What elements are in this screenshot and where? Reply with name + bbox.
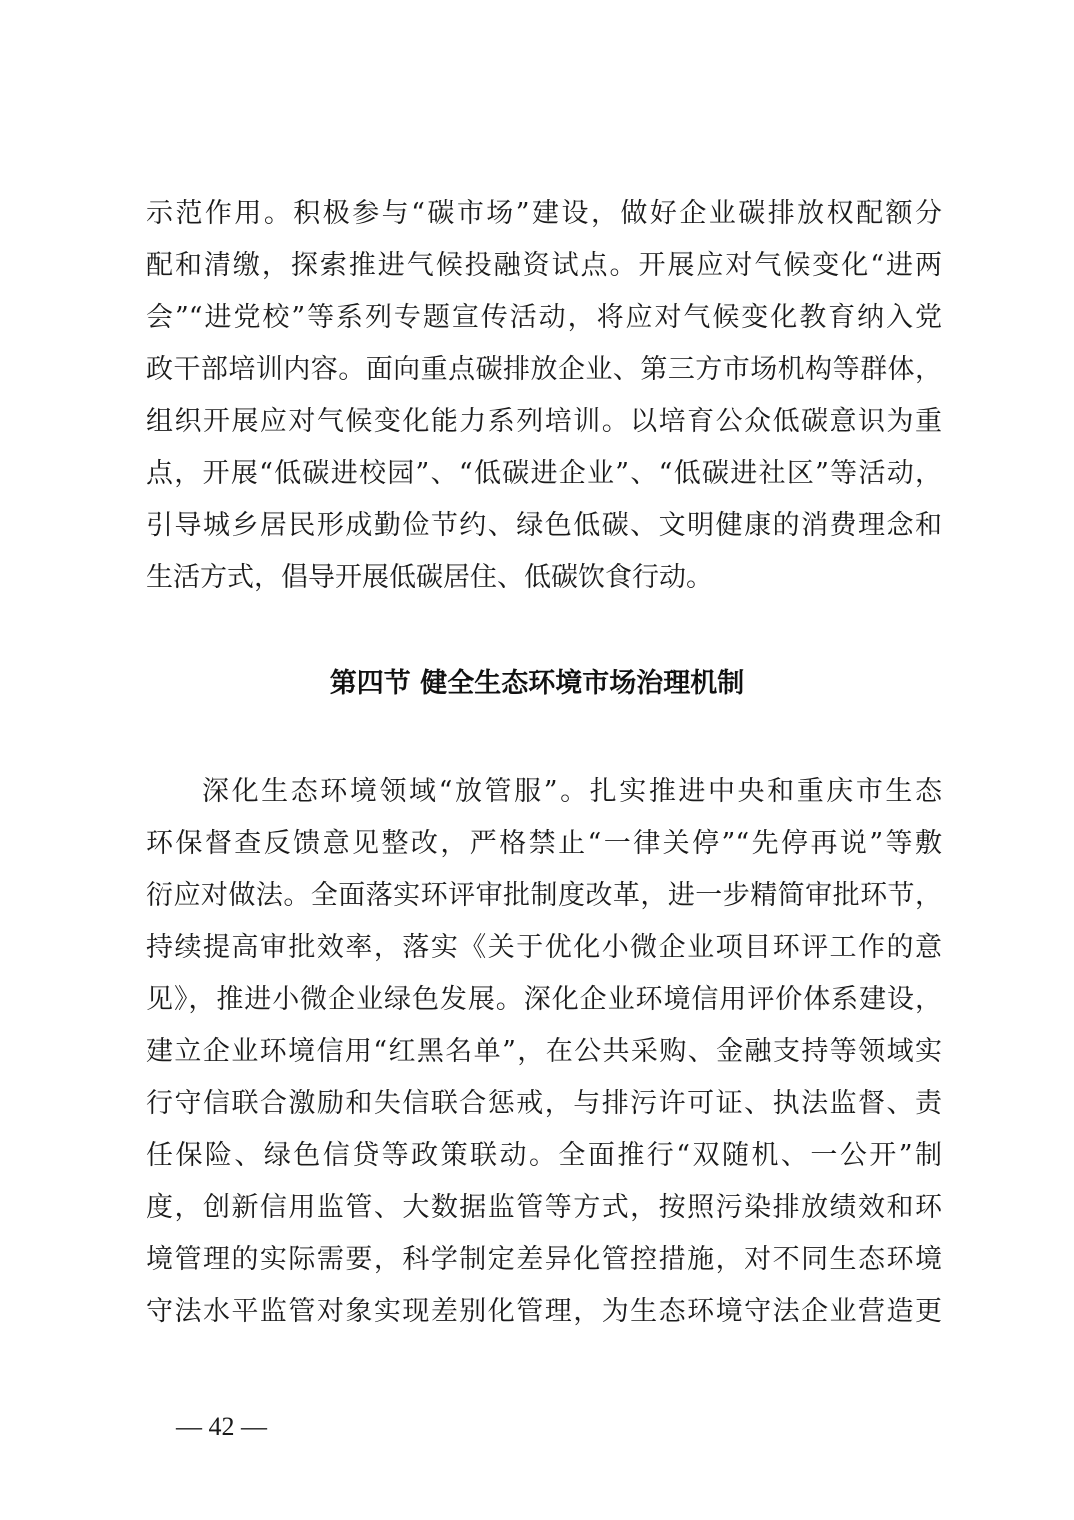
paragraph-line: 深化生态环境领域“放管服”。扎实推进中央和重庆市生态 (202, 776, 942, 807)
paragraph-line: 见》，推进小微企业绿色发展。深化企业环境信用评价体系建设， (146, 984, 942, 1015)
paragraph-line: 引导城乡居民形成勤俭节约、绿色低碳、文明健康的消费理念和 (146, 510, 942, 541)
paragraph-line: 点，开展“低碳进校园”、“低碳进企业”、“低碳进社区”等活动， (146, 458, 942, 489)
page-number: — 42 — (176, 1412, 267, 1441)
paragraph-line: 会”“进党校”等系列专题宣传活动，将应对气候变化教育纳入党 (146, 302, 942, 333)
paragraph-line: 政干部培训内容。面向重点碳排放企业、第三方市场机构等群体， (146, 354, 942, 385)
paragraph-line: 境管理的实际需要，科学制定差异化管控措施，对不同生态环境 (146, 1244, 942, 1275)
paragraph-line: 守法水平监管对象实现差别化管理，为生态环境守法企业营造更 (146, 1296, 942, 1327)
paragraph-2 (146, 766, 942, 1338)
paragraph-line: 环保督查反馈意见整改，严格禁止“一律关停”“先停再说”等敷 (146, 828, 942, 859)
paragraph-line: 衍应对做法。全面落实环评审批制度改革，进一步精简审批环节， (146, 880, 942, 911)
paragraph-line: 组织开展应对气候变化能力系列培训。以培育公众低碳意识为重 (146, 406, 942, 437)
paragraph-1 (146, 188, 942, 604)
paragraph-line: 度，创新信用监管、大数据监管等方式，按照污染排放绩效和环 (146, 1192, 942, 1223)
paragraph-line: 生活方式，倡导开展低碳居住、低碳饮食行动。 (146, 562, 713, 593)
paragraph-line: 示范作用。积极参与“碳市场”建设，做好企业碳排放权配额分 (146, 198, 942, 229)
paragraph-line: 建立企业环境信用“红黑名单”，在公共采购、金融支持等领域实 (146, 1036, 942, 1067)
section-heading: 第四节 健全生态环境市场治理机制 (329, 668, 745, 699)
paragraph-line: 配和清缴，探索推进气候投融资试点。开展应对气候变化“进两 (146, 250, 942, 281)
paragraph-line: 持续提高审批效率，落实《关于优化小微企业项目环评工作的意 (146, 932, 942, 963)
paragraph-line: 任保险、绿色信贷等政策联动。全面推行“双随机、一公开”制 (146, 1140, 942, 1171)
paragraph-line: 行守信联合激励和失信联合惩戒，与排污许可证、执法监督、责 (146, 1088, 942, 1119)
